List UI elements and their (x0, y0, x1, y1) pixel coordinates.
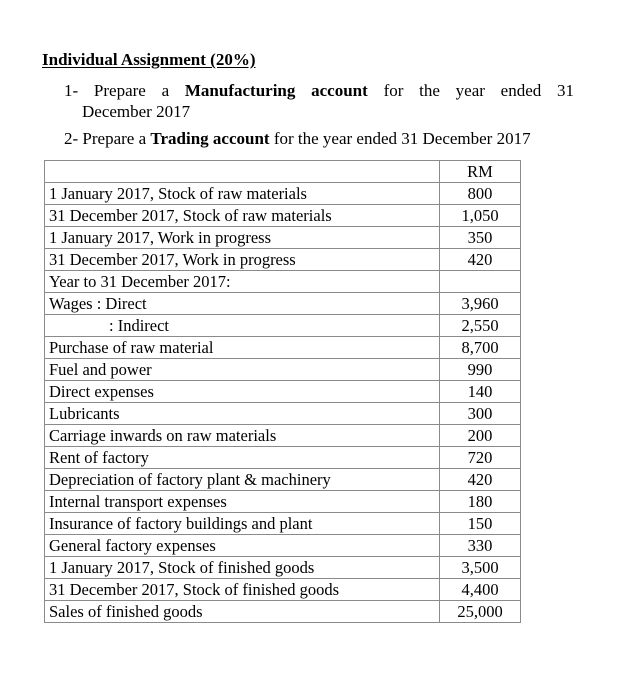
task-2-bold: Trading account (150, 129, 270, 148)
row-amount: 800 (440, 183, 521, 205)
row-label-text: Rent of factory (49, 448, 149, 467)
table-row (45, 447, 521, 469)
row-amount: 1,050 (440, 205, 521, 227)
row-label-text: 1 January 2017, Work in progress (49, 228, 272, 247)
task-1 (64, 80, 574, 122)
row-label-text: Sales of finished goods (49, 602, 203, 621)
table-row (45, 381, 521, 403)
row-label (45, 447, 440, 469)
row-label-text: 1 January 2017, Stock of raw materials (49, 184, 307, 203)
row-label-text: Wages : Direct (49, 294, 147, 313)
row-amount: 3,500 (440, 557, 521, 579)
assignment-heading: Individual Assignment (20%) (42, 50, 256, 69)
task-2 (64, 128, 579, 149)
task-1-number: 1- (64, 81, 79, 100)
table-row (45, 469, 521, 491)
task-1-text-after: for the year ended 31 (367, 81, 574, 100)
row-label-text: 31 December 2017, Stock of finished goods (49, 580, 340, 599)
row-label (45, 491, 440, 513)
row-label-text: Year to 31 December 2017: (49, 272, 231, 291)
table-row (45, 601, 521, 623)
row-label-text: Purchase of raw material (49, 338, 214, 357)
row-amount (440, 271, 521, 293)
row-label-text: Lubricants (49, 404, 120, 423)
table-row (45, 183, 521, 205)
row-label (45, 469, 440, 491)
table-row (45, 535, 521, 557)
ledger-table (44, 160, 521, 623)
row-label-text: : Indirect (109, 316, 170, 335)
row-amount: 300 (440, 403, 521, 425)
row-label (45, 601, 440, 623)
row-label-text: Direct expenses (49, 382, 154, 401)
row-amount: 720 (440, 447, 521, 469)
task-2-text-before: Prepare a (82, 129, 151, 148)
row-amount: 4,400 (440, 579, 521, 601)
row-amount: 25,000 (440, 601, 521, 623)
row-amount: 140 (440, 381, 521, 403)
row-label-text: 31 December 2017, Work in progress (49, 250, 296, 269)
task-2-number: 2- (64, 129, 79, 148)
row-label-text: Fuel and power (49, 360, 152, 379)
table-row (45, 227, 521, 249)
row-label (45, 579, 440, 601)
task-1-bold: Manufacturing account (184, 81, 368, 100)
row-label (45, 205, 440, 227)
table-row (45, 491, 521, 513)
row-label (45, 425, 440, 447)
row-amount: 350 (440, 227, 521, 249)
row-label (45, 557, 440, 579)
row-amount: 200 (440, 425, 521, 447)
row-label (45, 293, 440, 315)
row-label (45, 227, 440, 249)
row-label (45, 381, 440, 403)
row-label (45, 337, 440, 359)
task-1-text-before: Prepare a (93, 81, 185, 100)
task-1-continuation: December 2017 (82, 102, 191, 121)
row-amount: 990 (440, 359, 521, 381)
table-row (45, 513, 521, 535)
table-row (45, 359, 521, 381)
row-label-text: Depreciation of factory plant & machinery (49, 470, 331, 489)
row-label (45, 513, 440, 535)
row-amount: 180 (440, 491, 521, 513)
row-label-text: 1 January 2017, Stock of finished goods (49, 558, 315, 577)
row-label-text: 31 December 2017, Stock of raw materials (49, 206, 332, 225)
table-row (45, 315, 521, 337)
row-label-text: General factory expenses (49, 536, 216, 555)
table-row (45, 337, 521, 359)
table-row (45, 403, 521, 425)
row-amount: 330 (440, 535, 521, 557)
row-amount: 3,960 (440, 293, 521, 315)
row-label-text: Carriage inwards on raw materials (49, 426, 277, 445)
table-row (45, 557, 521, 579)
task-2-text-after: for the year ended 31 December 2017 (269, 129, 531, 148)
table-row (45, 579, 521, 601)
header-label-cell (45, 161, 440, 183)
row-amount: 8,700 (440, 337, 521, 359)
row-label-text: Insurance of factory buildings and plant (49, 514, 313, 533)
row-label (45, 403, 440, 425)
row-label (45, 315, 440, 337)
row-amount: 150 (440, 513, 521, 535)
row-label (45, 249, 440, 271)
table-row (45, 293, 521, 315)
row-label-text: Internal transport expenses (49, 492, 227, 511)
row-label (45, 359, 440, 381)
table-row (45, 249, 521, 271)
row-label (45, 535, 440, 557)
table-row (45, 271, 521, 293)
currency-header: RM (440, 161, 521, 183)
table-row (45, 425, 521, 447)
table-header-row (45, 161, 521, 183)
row-label (45, 183, 440, 205)
row-amount: 420 (440, 469, 521, 491)
row-amount: 2,550 (440, 315, 521, 337)
table-row (45, 205, 521, 227)
task-1-line (64, 80, 574, 101)
row-amount: 420 (440, 249, 521, 271)
row-label (45, 271, 440, 293)
